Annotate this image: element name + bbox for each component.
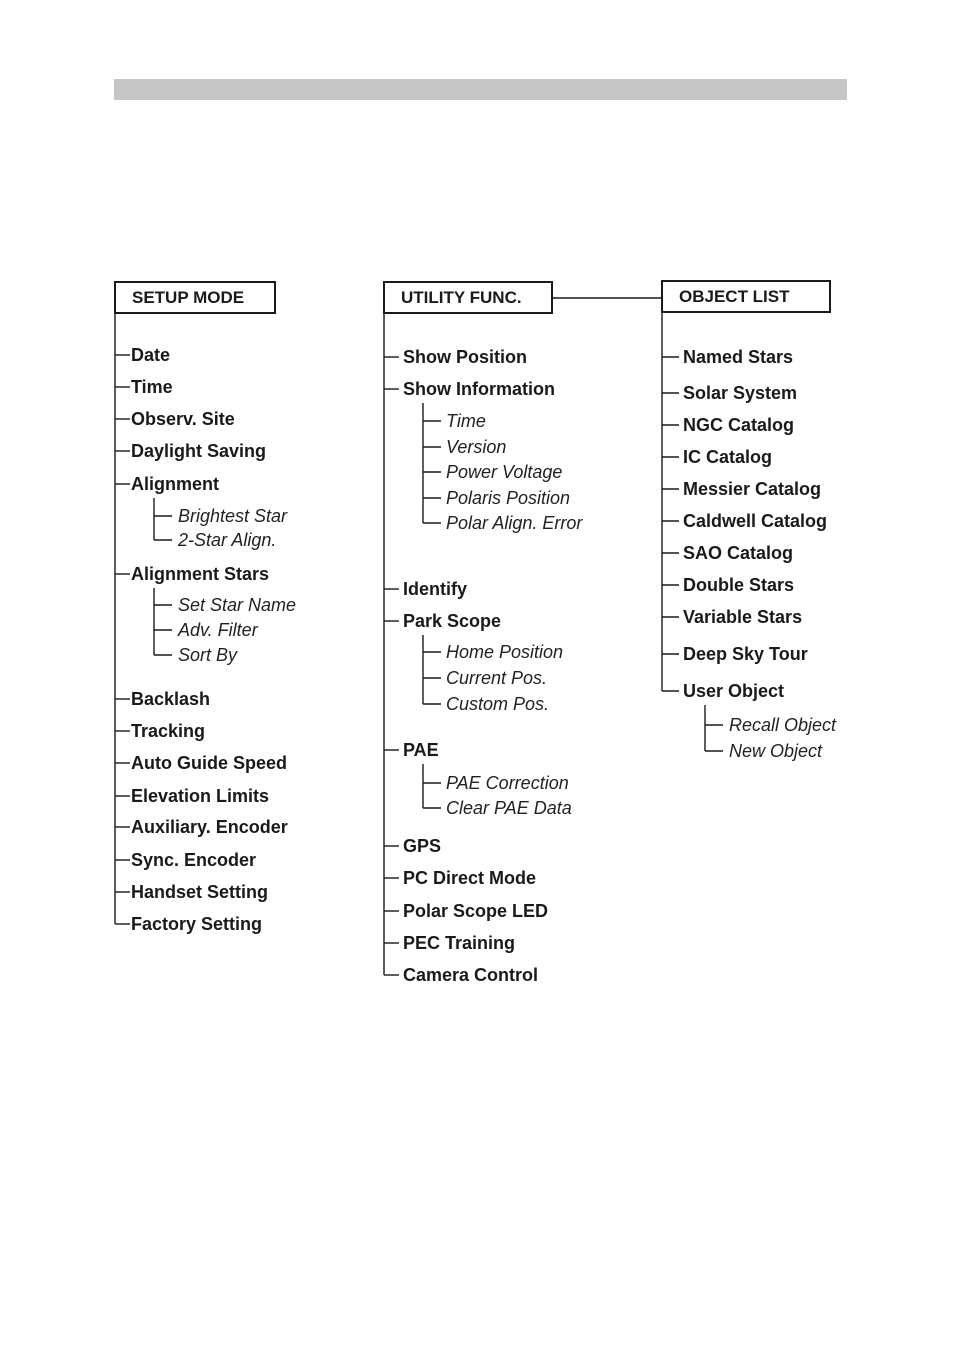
object-menu-item: Deep Sky Tour [683,644,808,664]
utility-menu-item: GPS [403,836,442,856]
utility-submenu-item: Current Pos. [446,668,548,688]
utility-submenu-item: Home Position [446,642,564,662]
utility-submenu-item: Polaris Position [446,488,571,508]
setup-menu-item: Alignment Stars [131,564,270,584]
object-header: OBJECT LIST [661,280,831,313]
setup-menu-item: Time [131,377,173,397]
utility-menu-item: Identify [403,579,468,599]
utility-menu-item: Camera Control [403,965,539,985]
object-menu-item: SAO Catalog [683,543,794,563]
object-menu-item: NGC Catalog [683,415,795,435]
setup-menu-item: Daylight Saving [131,441,267,461]
object-menu-item: Double Stars [683,575,795,595]
utility-submenu-item: Time [446,411,486,431]
object-menu-item: User Object [683,681,785,701]
utility-menu-item: PAE [403,740,439,760]
setup-menu-item: Sync. Encoder [131,850,257,870]
setup-menu-item: Alignment [131,474,219,494]
setup-submenu-item: Adv. Filter [178,620,258,640]
setup-submenu-item: Sort By [178,645,238,665]
utility-menu-item: PEC Training [403,933,516,953]
setup-menu-item: Factory Setting [131,914,263,934]
utility-submenu-item: Custom Pos. [446,694,550,714]
object-submenu-item: Recall Object [729,715,837,735]
setup-menu-item: Auxiliary. Encoder [131,817,288,837]
utility-menu-item: Show Information [403,379,555,399]
utility-submenu-item: Clear PAE Data [446,798,572,818]
setup-menu-item: Handset Setting [131,882,269,902]
utility-submenu-item: Power Voltage [446,462,563,482]
object-menu-item: Named Stars [683,347,794,367]
setup-header: SETUP MODE [114,281,276,314]
utility-menu-item: Polar Scope LED [403,901,549,921]
utility-menu-item: Show Position [403,347,527,367]
utility-menu-item: PC Direct Mode [403,868,537,888]
utility-submenu-item: Version [446,437,507,457]
setup-submenu-item: Set Star Name [178,595,297,615]
object-submenu-item: New Object [729,741,823,761]
setup-menu-item: Date [131,345,171,365]
utility-header: UTILITY FUNC. [383,281,553,314]
utility-menu-item: Park Scope [403,611,502,631]
utility-submenu-item: Polar Align. Error [446,513,583,533]
object-menu-item: IC Catalog [683,447,773,467]
setup-menu-item: Tracking [131,721,206,741]
setup-menu-item: Auto Guide Speed [131,753,288,773]
setup-menu-item: Backlash [131,689,211,709]
utility-submenu-item: PAE Correction [446,773,569,793]
setup-submenu-item: 2-Star Align. [178,530,277,550]
object-menu-item: Solar System [683,383,798,403]
setup-menu-item: Elevation Limits [131,786,270,806]
setup-submenu-item: Brightest Star [178,506,288,526]
object-menu-item: Messier Catalog [683,479,822,499]
object-menu-item: Variable Stars [683,607,803,627]
setup-menu-item: Observ. Site [131,409,235,429]
object-menu-item: Caldwell Catalog [683,511,828,531]
